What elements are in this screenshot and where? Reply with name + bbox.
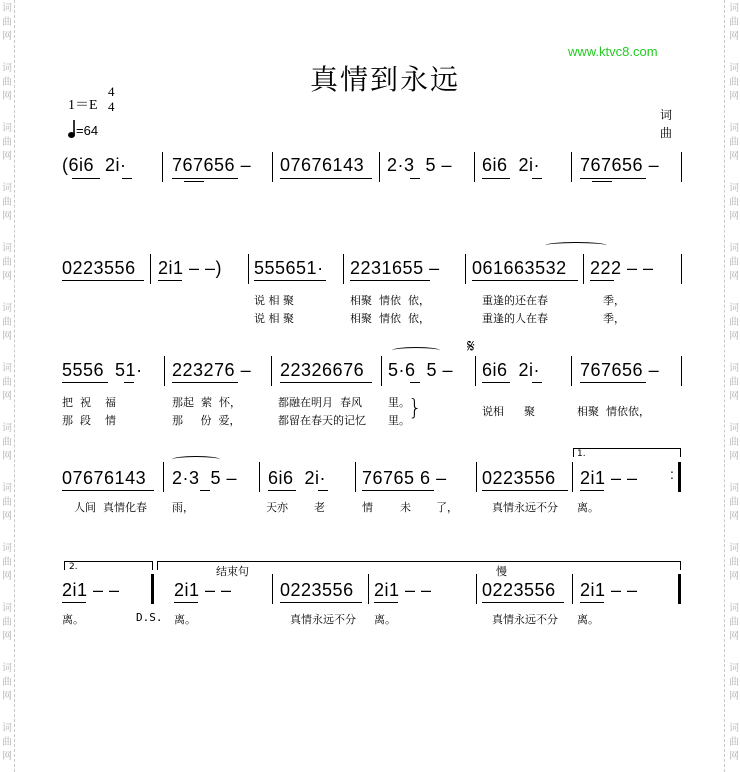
underline — [62, 490, 154, 491]
brace: } — [408, 396, 422, 421]
barline — [681, 152, 682, 182]
measure: 061663532 — [472, 258, 567, 278]
lyric: 那 份 爱， — [172, 414, 241, 427]
measure: 767656 – — [580, 360, 660, 380]
barline — [164, 356, 165, 386]
lyric: 说相 — [482, 405, 504, 418]
time-sig-top: 4 — [108, 84, 115, 99]
watermark-text: 词 曲 网 — [729, 3, 739, 42]
lyric: 里。 — [388, 414, 410, 427]
watermark-left — [0, 0, 15, 772]
barline — [571, 356, 572, 386]
underline — [172, 178, 238, 179]
lyric: 季， — [603, 294, 625, 307]
final-barline — [678, 574, 681, 604]
lyric: 重逢的还在春 — [482, 294, 548, 307]
credits — [660, 106, 672, 142]
watermark-text: 词 曲 网 — [729, 243, 739, 282]
underline — [482, 382, 510, 383]
measure: (6i6 2i· — [62, 155, 127, 175]
watermark-text: 词 曲 网 — [729, 663, 739, 702]
measure: 2i1 – – — [174, 580, 232, 600]
underline — [580, 178, 646, 179]
watermark-right — [724, 0, 739, 772]
underline — [280, 178, 372, 179]
lyric: 真情永远不分 — [290, 613, 356, 626]
measure: 6i6 2i· — [482, 155, 541, 175]
tempo-value: =64 — [76, 123, 99, 138]
barline — [248, 254, 249, 284]
underline — [280, 382, 372, 383]
lyric: 了， — [436, 501, 458, 514]
lyric: 相聚 情依依， — [577, 405, 650, 418]
barline — [355, 462, 356, 492]
underline — [482, 490, 568, 491]
time-signature — [108, 84, 115, 114]
watermark-text: 词 曲 网 — [2, 663, 12, 702]
watermark-text: 词 曲 网 — [2, 123, 12, 162]
barline — [343, 254, 344, 284]
underline — [482, 178, 510, 179]
underline — [62, 602, 86, 603]
underline — [580, 382, 646, 383]
lyric: 那 段 情 — [62, 414, 116, 427]
barline — [465, 254, 466, 284]
underline — [62, 382, 108, 383]
lyric: 天亦 — [266, 501, 288, 514]
measure: 22326676 — [280, 360, 365, 380]
lyric: 真情永远不分 — [492, 501, 558, 514]
lyric: 都留在春天的记忆 — [278, 414, 366, 427]
measure: 2i1 – – — [580, 580, 638, 600]
lyric: 季， — [603, 312, 625, 325]
underline — [254, 280, 326, 281]
volta-label: 1. — [577, 449, 586, 459]
barline — [381, 356, 382, 386]
underline — [62, 280, 144, 281]
watermark-text: 词 曲 网 — [729, 123, 739, 162]
double-barline — [151, 574, 154, 604]
underline — [362, 490, 434, 491]
tempo-mark — [68, 120, 98, 138]
measure: 2i1 – –) — [158, 258, 223, 278]
measure: 767656 – — [580, 155, 660, 175]
measure: 223276 – — [172, 360, 252, 380]
lyricist-label: 词 — [660, 108, 673, 122]
measure: 07676143 — [62, 468, 147, 488]
watermark-text: 词 曲 网 — [2, 63, 12, 102]
lyric: 离。 — [174, 613, 196, 626]
lyric: 都融在明月 春风 — [278, 396, 362, 409]
barline — [681, 254, 682, 284]
lyric: 雨， — [172, 501, 194, 514]
watermark-text: 词 曲 网 — [2, 3, 12, 42]
site-link[interactable]: www.ktvc8.com — [568, 44, 658, 59]
measure: 0223556 — [62, 258, 136, 278]
underline — [268, 490, 296, 491]
underline — [122, 178, 132, 179]
barline — [571, 152, 572, 182]
measure: 76765 6 – — [362, 468, 447, 488]
lyric: 说 相 聚 — [254, 294, 294, 307]
underline — [590, 280, 614, 281]
measure: 2·3 5 – — [387, 155, 453, 175]
watermark-text: 词 曲 网 — [2, 243, 12, 282]
watermark-text: 词 曲 网 — [729, 183, 739, 222]
underline — [580, 490, 604, 491]
volta-label: 2. — [69, 562, 78, 572]
barline — [572, 462, 573, 492]
watermark-text: 词 曲 网 — [2, 543, 12, 582]
underline — [124, 382, 134, 383]
lyric: 那起 萦 怀， — [172, 396, 241, 409]
barline — [583, 254, 584, 284]
underline — [280, 602, 362, 603]
underline — [200, 490, 210, 491]
measure: 0223556 — [482, 580, 556, 600]
measure: 222 – – — [590, 258, 654, 278]
barline — [272, 152, 273, 182]
slur — [545, 242, 607, 249]
ending-bracket — [157, 561, 681, 562]
underline — [592, 181, 612, 182]
underline — [410, 382, 420, 383]
lyric: 把 祝 福 — [62, 396, 116, 409]
ds-marking: D.S. — [136, 611, 163, 624]
measure: 2231655 – — [350, 258, 440, 278]
watermark-text: 词 曲 网 — [2, 603, 12, 642]
measure: 5556 51· — [62, 360, 143, 380]
underline — [172, 382, 238, 383]
watermark-text: 词 曲 网 — [729, 723, 739, 762]
underline — [158, 280, 182, 281]
barline — [163, 462, 164, 492]
underline — [532, 382, 542, 383]
barline — [572, 574, 573, 604]
underline — [580, 602, 604, 603]
measure: 0223556 — [482, 468, 556, 488]
underline — [318, 490, 328, 491]
barline — [476, 462, 477, 492]
underline — [350, 280, 430, 281]
underline — [532, 178, 542, 179]
lyric: 真情永远不分 — [492, 613, 558, 626]
composer-label: 曲 — [660, 126, 673, 140]
lyric: 相聚 情依 依， — [350, 312, 430, 325]
measure: 6i6 2i· — [268, 468, 327, 488]
lyric: 离。 — [62, 613, 84, 626]
lyric: 人间 真情化春 — [74, 501, 147, 514]
tempo-slow-label: 慢 — [496, 565, 507, 578]
barline — [150, 254, 151, 284]
underline — [472, 280, 578, 281]
barline — [271, 356, 272, 386]
lyric: 重逢的人在春 — [482, 312, 548, 325]
volta-1 — [573, 448, 681, 449]
lyric: 离。 — [577, 501, 599, 514]
lyric: 老 — [314, 501, 325, 514]
watermark-text: 词 曲 网 — [729, 303, 739, 342]
lyric: 离。 — [577, 613, 599, 626]
song-title: 真情到永远 — [309, 63, 460, 96]
watermark-text: 词 曲 网 — [729, 483, 739, 522]
watermark-text: 词 曲 网 — [2, 303, 12, 342]
watermark-text: 词 曲 网 — [2, 483, 12, 522]
key-signature: 1＝E — [68, 98, 98, 113]
repeat-dots: : — [670, 466, 675, 482]
time-sig-bottom: 4 — [108, 99, 115, 114]
watermark-text: 词 曲 网 — [729, 603, 739, 642]
repeat-barline — [678, 462, 681, 492]
lyric: 聚 — [524, 405, 535, 418]
measure: 555651· — [254, 258, 324, 278]
underline — [174, 602, 198, 603]
ending-label: 结束句 — [216, 565, 249, 578]
lyric: 离。 — [374, 613, 396, 626]
watermark-text: 词 曲 网 — [729, 423, 739, 462]
segno-icon: 𝄋 — [467, 336, 475, 357]
barline — [162, 152, 163, 182]
measure: 07676143 — [280, 155, 365, 175]
watermark-text: 词 曲 网 — [2, 723, 12, 762]
measure: 0223556 — [280, 580, 354, 600]
measure: 6i6 2i· — [482, 360, 541, 380]
lyric: 里。 — [388, 396, 410, 409]
watermark-text: 词 曲 网 — [2, 183, 12, 222]
underline — [374, 602, 398, 603]
barline — [272, 574, 273, 604]
lyric: 情 — [362, 501, 373, 514]
watermark-text: 词 曲 网 — [729, 543, 739, 582]
watermark-text: 词 曲 网 — [2, 423, 12, 462]
barline — [259, 462, 260, 492]
measure: 767656 – — [172, 155, 252, 175]
measure: 2i1 – – — [374, 580, 432, 600]
underline — [410, 178, 420, 179]
watermark-text: 词 曲 网 — [729, 63, 739, 102]
measure: 2·3 5 – — [172, 468, 238, 488]
barline — [475, 356, 476, 386]
lyric: 未 — [400, 501, 411, 514]
lyric: 相聚 情依 依， — [350, 294, 430, 307]
barline — [476, 574, 477, 604]
underline — [72, 178, 100, 179]
barline — [379, 152, 380, 182]
watermark-text: 词 曲 网 — [2, 363, 12, 402]
watermark-text: 词 曲 网 — [729, 363, 739, 402]
barline — [368, 574, 369, 604]
quarter-note-icon — [68, 120, 76, 138]
slur — [392, 347, 440, 354]
barline — [474, 152, 475, 182]
underline — [482, 602, 564, 603]
measure: 5·6 5 – — [388, 360, 454, 380]
underline — [184, 181, 204, 182]
slur — [172, 456, 220, 463]
lyric: 说 相 聚 — [254, 312, 294, 325]
measure: 2i1 – – — [62, 580, 120, 600]
measure: 2i1 – – — [580, 468, 638, 488]
barline — [681, 356, 682, 386]
